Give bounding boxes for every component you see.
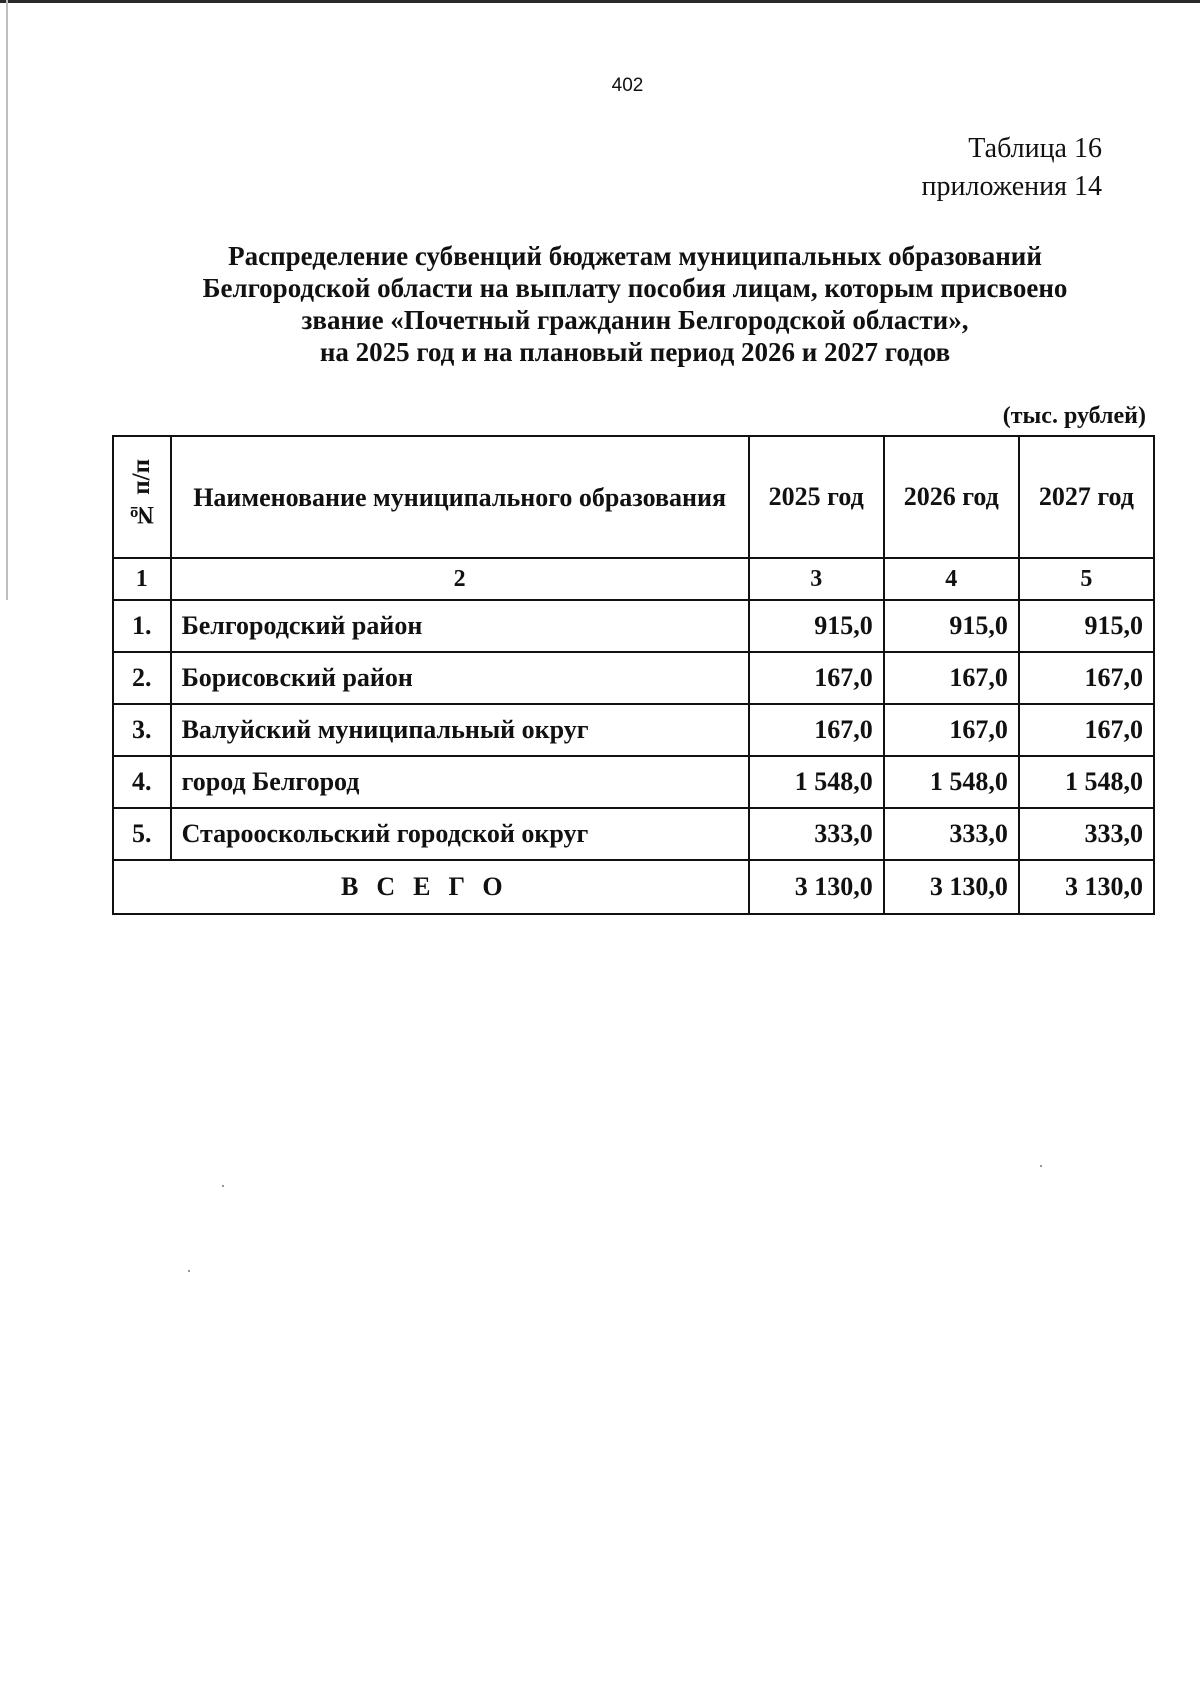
row-number: 4. [113, 756, 171, 808]
column-index: 5 [1019, 558, 1154, 600]
column-index: 1 [113, 558, 171, 600]
header-num-label: № п/п [127, 458, 155, 528]
row-number: 1. [113, 600, 171, 652]
value-2027: 1 548,0 [1019, 756, 1154, 808]
value-2027: 167,0 [1019, 652, 1154, 704]
value-2025: 915,0 [749, 600, 884, 652]
value-2027: 333,0 [1019, 808, 1154, 860]
value-2026: 1 548,0 [884, 756, 1019, 808]
value-2026: 915,0 [884, 600, 1019, 652]
scan-speck [1040, 1165, 1042, 1167]
municipality-name: Старооскольский городской округ [171, 808, 749, 860]
title-line: на 2025 год и на плановый период 2026 и 2027 годов [319, 337, 951, 367]
total-row [113, 860, 1154, 914]
appendix-number: приложения 14 [921, 171, 1102, 202]
total-2025: 3 130,0 [749, 860, 884, 914]
value-2025: 167,0 [749, 704, 884, 756]
municipality-name: Белгородский район [171, 600, 749, 652]
page-number: 402 [611, 75, 644, 96]
row-number: 2. [113, 652, 171, 704]
subventions-table [112, 435, 1155, 915]
table-row [113, 704, 1154, 756]
scan-speck [222, 1185, 224, 1187]
table-row [113, 652, 1154, 704]
row-number: 5. [113, 808, 171, 860]
value-2025: 1 548,0 [749, 756, 884, 808]
header-2025: 2025 год [749, 436, 884, 558]
units-label: (тыс. рублей) [1002, 403, 1146, 429]
total-2027: 3 130,0 [1019, 860, 1154, 914]
value-2026: 167,0 [884, 652, 1019, 704]
scan-top-edge [0, 0, 1200, 3]
row-number: 3. [113, 704, 171, 756]
column-index-row [113, 558, 1154, 600]
column-index: 2 [171, 558, 749, 600]
table-header-row [113, 436, 1154, 558]
municipality-name: Борисовский район [171, 652, 749, 704]
municipality-name: Валуйский муниципальный округ [171, 704, 749, 756]
value-2025: 167,0 [749, 652, 884, 704]
value-2026: 333,0 [884, 808, 1019, 860]
table-row [113, 600, 1154, 652]
header-num [113, 436, 171, 558]
title-line: звание «Почетный гражданин Белгородской области», [301, 305, 969, 335]
column-index: 3 [749, 558, 884, 600]
header-2026: 2026 год [884, 436, 1019, 558]
table-row [113, 808, 1154, 860]
table-row [113, 756, 1154, 808]
value-2026: 167,0 [884, 704, 1019, 756]
total-2026: 3 130,0 [884, 860, 1019, 914]
municipality-name: город Белгород [171, 756, 749, 808]
value-2025: 333,0 [749, 808, 884, 860]
value-2027: 915,0 [1019, 600, 1154, 652]
table-number: Таблица 16 [968, 133, 1102, 164]
column-index: 4 [884, 558, 1019, 600]
appendix-reference [922, 130, 1103, 206]
document-title [100, 240, 1170, 368]
title-line: Белгородской области на выплату пособия лицам, которым присвоено [202, 273, 1068, 303]
total-label: ВСЕГО [113, 860, 749, 914]
value-2027: 167,0 [1019, 704, 1154, 756]
title-line: Распределение субвенций бюджетам муниципальных образований [228, 241, 1042, 271]
scan-speck [188, 1270, 190, 1272]
header-name: Наименование муниципального образования [171, 436, 749, 558]
header-2027: 2027 год [1019, 436, 1154, 558]
